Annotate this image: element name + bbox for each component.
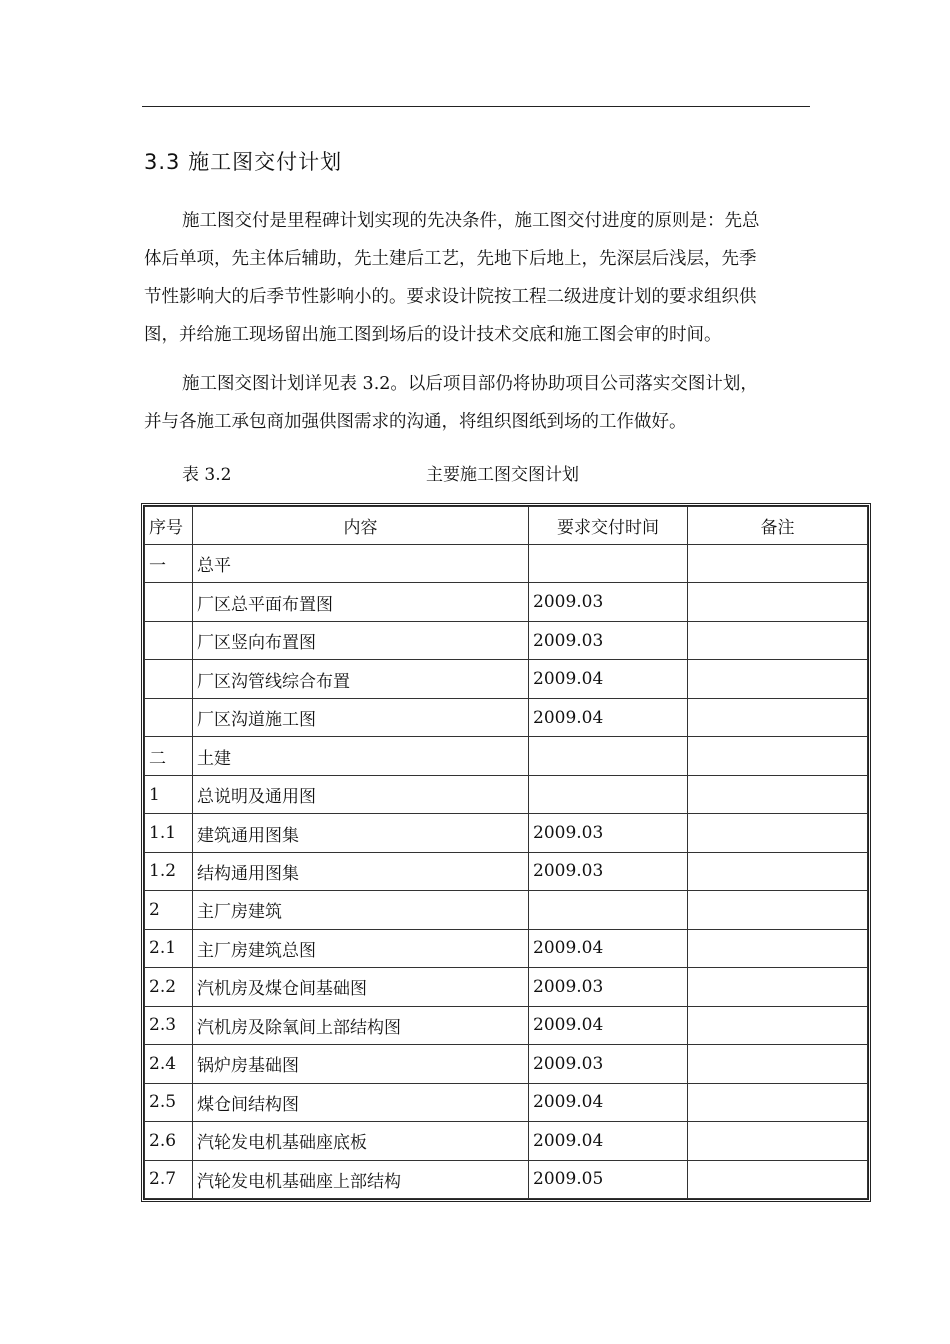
cell-content: 主厂房建筑 (193, 891, 529, 929)
header-content: 内容 (193, 507, 529, 545)
header-due-date: 要求交付时间 (529, 507, 688, 545)
cell-remarks (688, 968, 868, 1006)
header-rule (142, 106, 810, 107)
cell-remarks (688, 583, 868, 621)
cell-index: 2.7 (145, 1160, 193, 1199)
cell-content: 土建 (193, 737, 529, 775)
cell-index: 2.2 (145, 968, 193, 1006)
cell-content: 汽机房及除氧间上部结构图 (193, 1006, 529, 1044)
cell-due-date: 2009.03 (529, 1045, 688, 1083)
cell-due-date: 2009.04 (529, 1083, 688, 1121)
table-row (145, 775, 868, 813)
table-title: 主要施工图交图计划 (426, 465, 579, 485)
cell-index: 1.2 (145, 852, 193, 890)
cell-index: 2.6 (145, 1122, 193, 1160)
cell-remarks (688, 660, 868, 698)
cell-index: 1 (145, 775, 193, 813)
cell-due-date (529, 737, 688, 775)
cell-due-date: 2009.04 (529, 698, 688, 736)
cell-remarks (688, 545, 868, 583)
cell-due-date: 2009.04 (529, 660, 688, 698)
table-row (145, 545, 868, 583)
table-row (145, 1006, 868, 1044)
cell-content: 厂区沟管线综合布置 (193, 660, 529, 698)
paragraph-line: 节性影响大的后季节性影响小的。要求设计院按工程二级进度计划的要求组织供 (144, 287, 757, 307)
cell-due-date: 2009.04 (529, 1006, 688, 1044)
section-heading: 3.3 施工图交付计划 (144, 150, 343, 174)
cell-index: 二 (145, 737, 193, 775)
cell-due-date: 2009.03 (529, 814, 688, 852)
paragraph-line: 施工图交付是里程碑计划实现的先决条件，施工图交付进度的原则是：先总 (182, 211, 760, 231)
cell-content: 总平 (193, 545, 529, 583)
table-row (145, 737, 868, 775)
cell-remarks (688, 852, 868, 890)
cell-due-date (529, 545, 688, 583)
cell-remarks (688, 1083, 868, 1121)
paragraph-line: 并与各施工承包商加强供图需求的沟通，将组织图纸到场的工作做好。 (144, 412, 687, 432)
table-number: 表 3.2 (182, 465, 232, 485)
cell-content: 厂区沟道施工图 (193, 698, 529, 736)
cell-content: 厂区竖向布置图 (193, 621, 529, 659)
cell-index (145, 660, 193, 698)
cell-remarks (688, 698, 868, 736)
cell-content: 总说明及通用图 (193, 775, 529, 813)
header-remarks: 备注 (688, 507, 868, 545)
cell-content: 结构通用图集 (193, 852, 529, 890)
cell-due-date: 2009.03 (529, 621, 688, 659)
table-row (145, 1045, 868, 1083)
cell-remarks (688, 814, 868, 852)
cell-remarks (688, 775, 868, 813)
table-row (145, 891, 868, 929)
cell-remarks (688, 1122, 868, 1160)
cell-index (145, 583, 193, 621)
cell-remarks (688, 1160, 868, 1199)
table-row (145, 1122, 868, 1160)
cell-remarks (688, 929, 868, 967)
cell-content: 汽轮发电机基础座底板 (193, 1122, 529, 1160)
table-row (145, 660, 868, 698)
cell-due-date: 2009.03 (529, 583, 688, 621)
cell-index (145, 621, 193, 659)
table-row (145, 852, 868, 890)
cell-index: 一 (145, 545, 193, 583)
table-row (145, 698, 868, 736)
paragraph-line: 体后单项，先主体后辅助，先土建后工艺，先地下后地上，先深层后浅层，先季 (144, 249, 757, 269)
cell-due-date: 2009.04 (529, 1122, 688, 1160)
cell-due-date: 2009.05 (529, 1160, 688, 1199)
cell-index: 2.1 (145, 929, 193, 967)
cell-due-date: 2009.04 (529, 929, 688, 967)
paragraph-delivery-plan (144, 365, 810, 441)
cell-index: 2.3 (145, 1006, 193, 1044)
cell-index: 1.1 (145, 814, 193, 852)
table-row (145, 929, 868, 967)
paragraph-line: 施工图交图计划详见表 3.2。以后项目部仍将协助项目公司落实交图计划， (182, 374, 758, 394)
cell-remarks (688, 621, 868, 659)
cell-content: 汽轮发电机基础座上部结构 (193, 1160, 529, 1199)
cell-due-date: 2009.03 (529, 852, 688, 890)
table-row (145, 1160, 868, 1199)
cell-index: 2.5 (145, 1083, 193, 1121)
cell-index: 2 (145, 891, 193, 929)
cell-content: 锅炉房基础图 (193, 1045, 529, 1083)
cell-remarks (688, 737, 868, 775)
drawing-delivery-table (141, 503, 871, 1202)
cell-remarks (688, 1006, 868, 1044)
cell-content: 煤仓间结构图 (193, 1083, 529, 1121)
paragraph-delivery-principles (144, 202, 810, 354)
header-index: 序号 (145, 507, 193, 545)
table-row (145, 583, 868, 621)
cell-remarks (688, 1045, 868, 1083)
cell-content: 主厂房建筑总图 (193, 929, 529, 967)
cell-index: 2.4 (145, 1045, 193, 1083)
cell-due-date (529, 891, 688, 929)
cell-content: 厂区总平面布置图 (193, 583, 529, 621)
cell-remarks (688, 891, 868, 929)
table-row (145, 621, 868, 659)
table-header-row (145, 507, 868, 545)
cell-due-date (529, 775, 688, 813)
table-row (145, 1083, 868, 1121)
cell-content: 建筑通用图集 (193, 814, 529, 852)
paragraph-line: 图，并给施工现场留出施工图到场后的设计技术交底和施工图会审的时间。 (144, 325, 722, 345)
cell-content: 汽机房及煤仓间基础图 (193, 968, 529, 1006)
table-row (145, 968, 868, 1006)
table-row (145, 814, 868, 852)
cell-due-date: 2009.03 (529, 968, 688, 1006)
cell-index (145, 698, 193, 736)
